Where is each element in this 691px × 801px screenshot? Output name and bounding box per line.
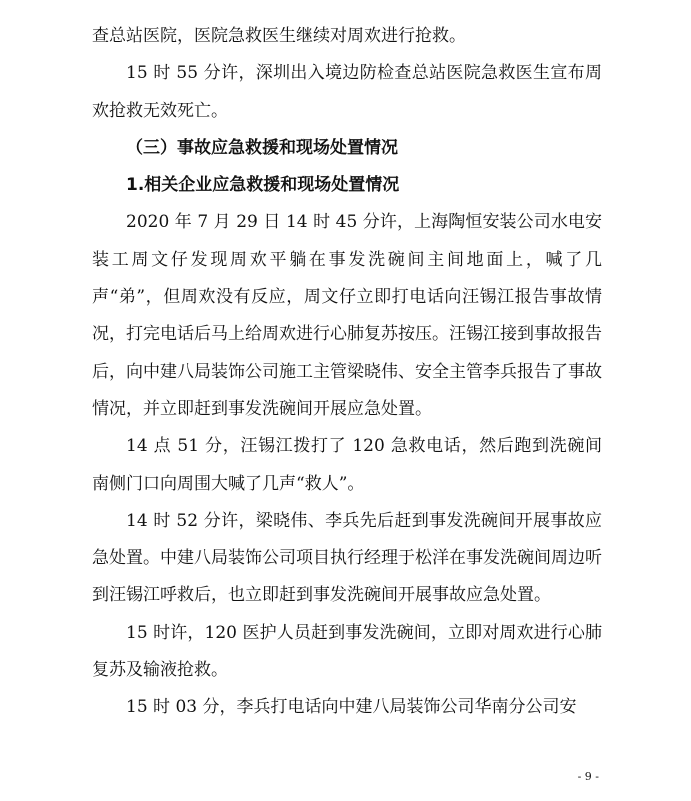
paragraph-120-call: 14 点 51 分，汪锡江拨打了 120 急救电话，然后跑到洗碗间南侧门口向周围大喊了几声“救人”。 <box>92 436 602 494</box>
page-number: - 9 - <box>577 770 599 783</box>
paragraph-on-site-response: 14 时 52 分许，梁晓伟、李兵先后赶到事发洗碗间开展事故应急处置。中建八局装饰公司项目执行经理于松洋在事发洗碗间周边听到汪锡江呼救后，也立即赶到事发洗碗间开展事故应急处置。 <box>92 510 602 606</box>
paragraph-continuation: 查总站医院，医院急救医生继续对周欢进行抢救。 <box>92 26 466 46</box>
paragraph-discovery: 2020 年 7 月 29 日 14 时 45 分许，上海陶恒安装公司水电安装工周文仔发现周欢平躺在事发洗碗间主间地面上，喊了几声“弟”，但周欢没有反应，周文仔立即打电话向汪锡江报告事故情况，打完电话后马上给周欢进行心肺复苏按压。汪锡江接到事故报告后，向中建八局装饰公司施工主管梁晓伟、安全主管李兵报告了事故情况，并立即赶到事发洗碗间开展应急处置。 <box>92 212 602 419</box>
paragraph-report-to-branch: 15 时 03 分，李兵打电话向中建八局装饰公司华南分公司安 <box>126 697 577 718</box>
paragraph-death-announcement: 15 时 55 分许，深圳出入境边防检查总站医院急救医生宣布周欢抢救无效死亡。 <box>92 63 602 121</box>
section-heading-emergency-rescue: （三）事故应急救援和现场处置情况 <box>126 137 398 158</box>
subsection-heading-enterprise-rescue: 1.相关企业应急救援和现场处置情况 <box>126 175 400 196</box>
document-body <box>92 18 602 727</box>
paragraph-medical-arrival: 15 时许，120 医护人员赶到事发洗碗间，立即对周欢进行心肺复苏及输液抢救。 <box>92 622 602 681</box>
